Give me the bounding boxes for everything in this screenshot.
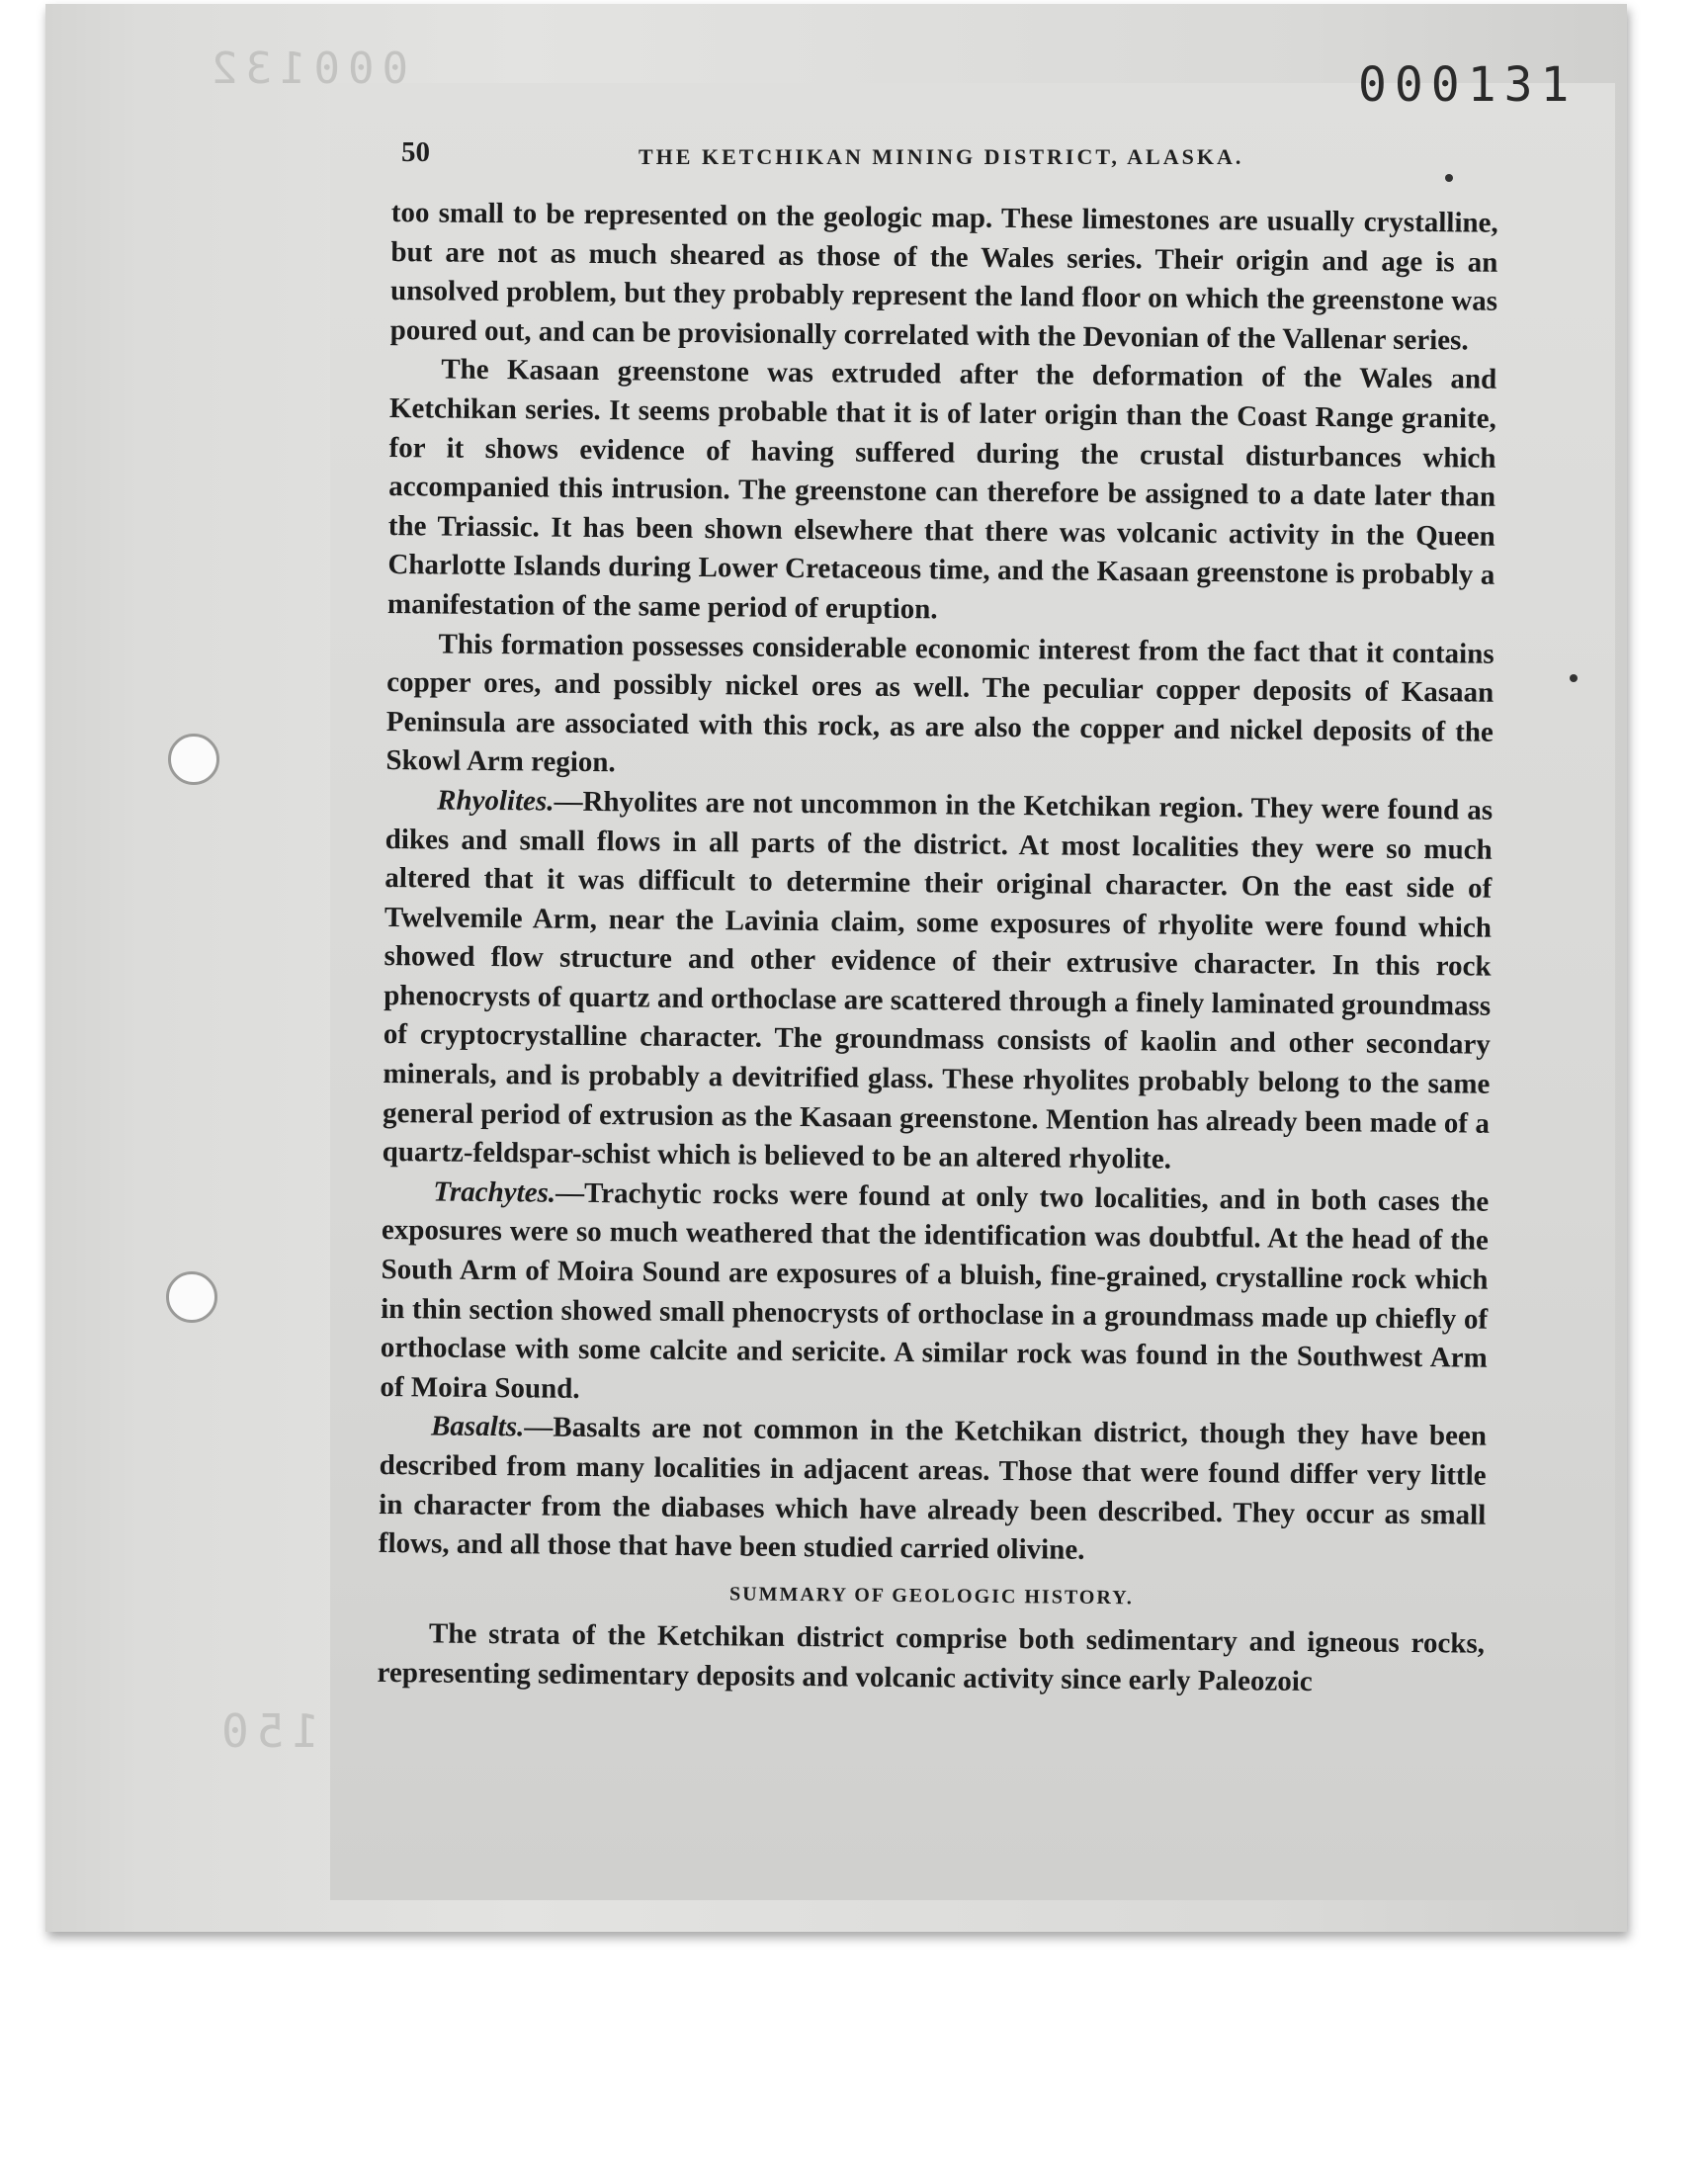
page-number: 50 bbox=[401, 136, 430, 168]
run-in-heading: Basalts. bbox=[430, 1410, 525, 1443]
archive-stamp-number: 000131 bbox=[1358, 57, 1578, 113]
run-in-heading: Rhyolites. bbox=[436, 784, 555, 818]
bleed-through-number: 000132 bbox=[204, 44, 408, 94]
punch-hole-upper bbox=[168, 734, 219, 785]
paragraph: The Kasaan greenstone was extruded after the deformation of the Wales and Ketchikan series. It seems probable that it is of later origin than the Coast Range granite, for it shows evidence of having suffered during the crustal disturbances which accompanied this intrusion. The greenstone can therefore be assigned to a date later than the Triassic. It has been shown elsewhere that there was volcanic activity in the Queen Charlotte Islands during Lower Cretaceous time, and the Kasaan greenstone is probably a manifestation of the same period of eruption. bbox=[386, 353, 1497, 626]
paragraph-text: —Trachytic rocks were found at only two localities, and in both cases the exposures were so much weathered that the identification was doubtful. At the head of the South Arm of Moira Sound are exposures of a bluish, fine-grained, crystalline rock which in thin section showed small phenocrysts of orthoclase in a groundmass made up chiefly of orthoclase with some calcite and sericite. A similar rock was found in the Southwest Arm of Moira Sound. bbox=[380, 1176, 1490, 1405]
paragraph-basalts bbox=[379, 1407, 1487, 1574]
page-header bbox=[401, 136, 1498, 176]
paragraph-rhyolites bbox=[382, 781, 1493, 1183]
running-title: THE KETCHIKAN MINING DISTRICT, ALASKA. bbox=[639, 144, 1244, 169]
bleed-through-number-lower: 150 bbox=[214, 1704, 320, 1758]
punch-hole-lower bbox=[166, 1271, 217, 1323]
paragraph-trachytes bbox=[380, 1173, 1489, 1418]
paragraph: This formation possesses considerable economic interest from the fact that it contains copper ores, and possibly nickel ores as well. The peculiar copper deposits of Kasaan Peninsula are associated with this rock, as are also the copper and nickel deposits of the Skowl Arm region. bbox=[385, 628, 1494, 779]
paragraph-text: —Rhyolites are not uncommon in the Ketchikan region. They were found as dikes and small flows in all parts of the district. At most localities they were so much altered that it was difficult to determine their original character. On the east side of Twelvemile Arm, near the Lavinia claim, some exposures of rhyolite were found which showed flow structure and other evidence of their extrusive character. In this rock phenocrysts of quartz and orthoclase are scattered through a finely laminated groundmass of cryptocrystalline character. The groundmass consists of kaolin and other secondary minerals, and is probably a devitrified glass. These rhyolites probably belong to the same general period of extrusion as the Kasaan greenstone. Mention has already been made of a quartz-feldspar-schist which is believed to be an altered rhyolite. bbox=[382, 785, 1494, 1175]
run-in-heading: Trachytes. bbox=[433, 1175, 556, 1209]
body-text bbox=[377, 194, 1498, 1703]
paragraph: The strata of the Ketchikan district comprise both sedimentary and igneous rocks, representing sedimentary deposits and volcanic activity since early Paleozoic bbox=[377, 1617, 1486, 1697]
section-heading: SUMMARY OF GEOLOGIC HISTORY. bbox=[728, 1583, 1134, 1610]
paragraph: too small to be represented on the geologic map. These limestones are usually crystalline, but are not as much sheared as those of the Wales series. Their origin and age is an unsolved problem, but they probably represent the land floor on which the greenstone was poured out, and can be provisionally correlated with the Devonian of the Vallenar series. bbox=[389, 196, 1498, 357]
dust-speck bbox=[1570, 674, 1578, 682]
paragraph-text: —Basalts are not common in the Ketchikan district, though they have been described from many localities in adjacent areas. Those that were found differ very little in character from the diabases which have already been described. They occur as small flows, and all those that have been studied carried olivine. bbox=[378, 1411, 1488, 1566]
